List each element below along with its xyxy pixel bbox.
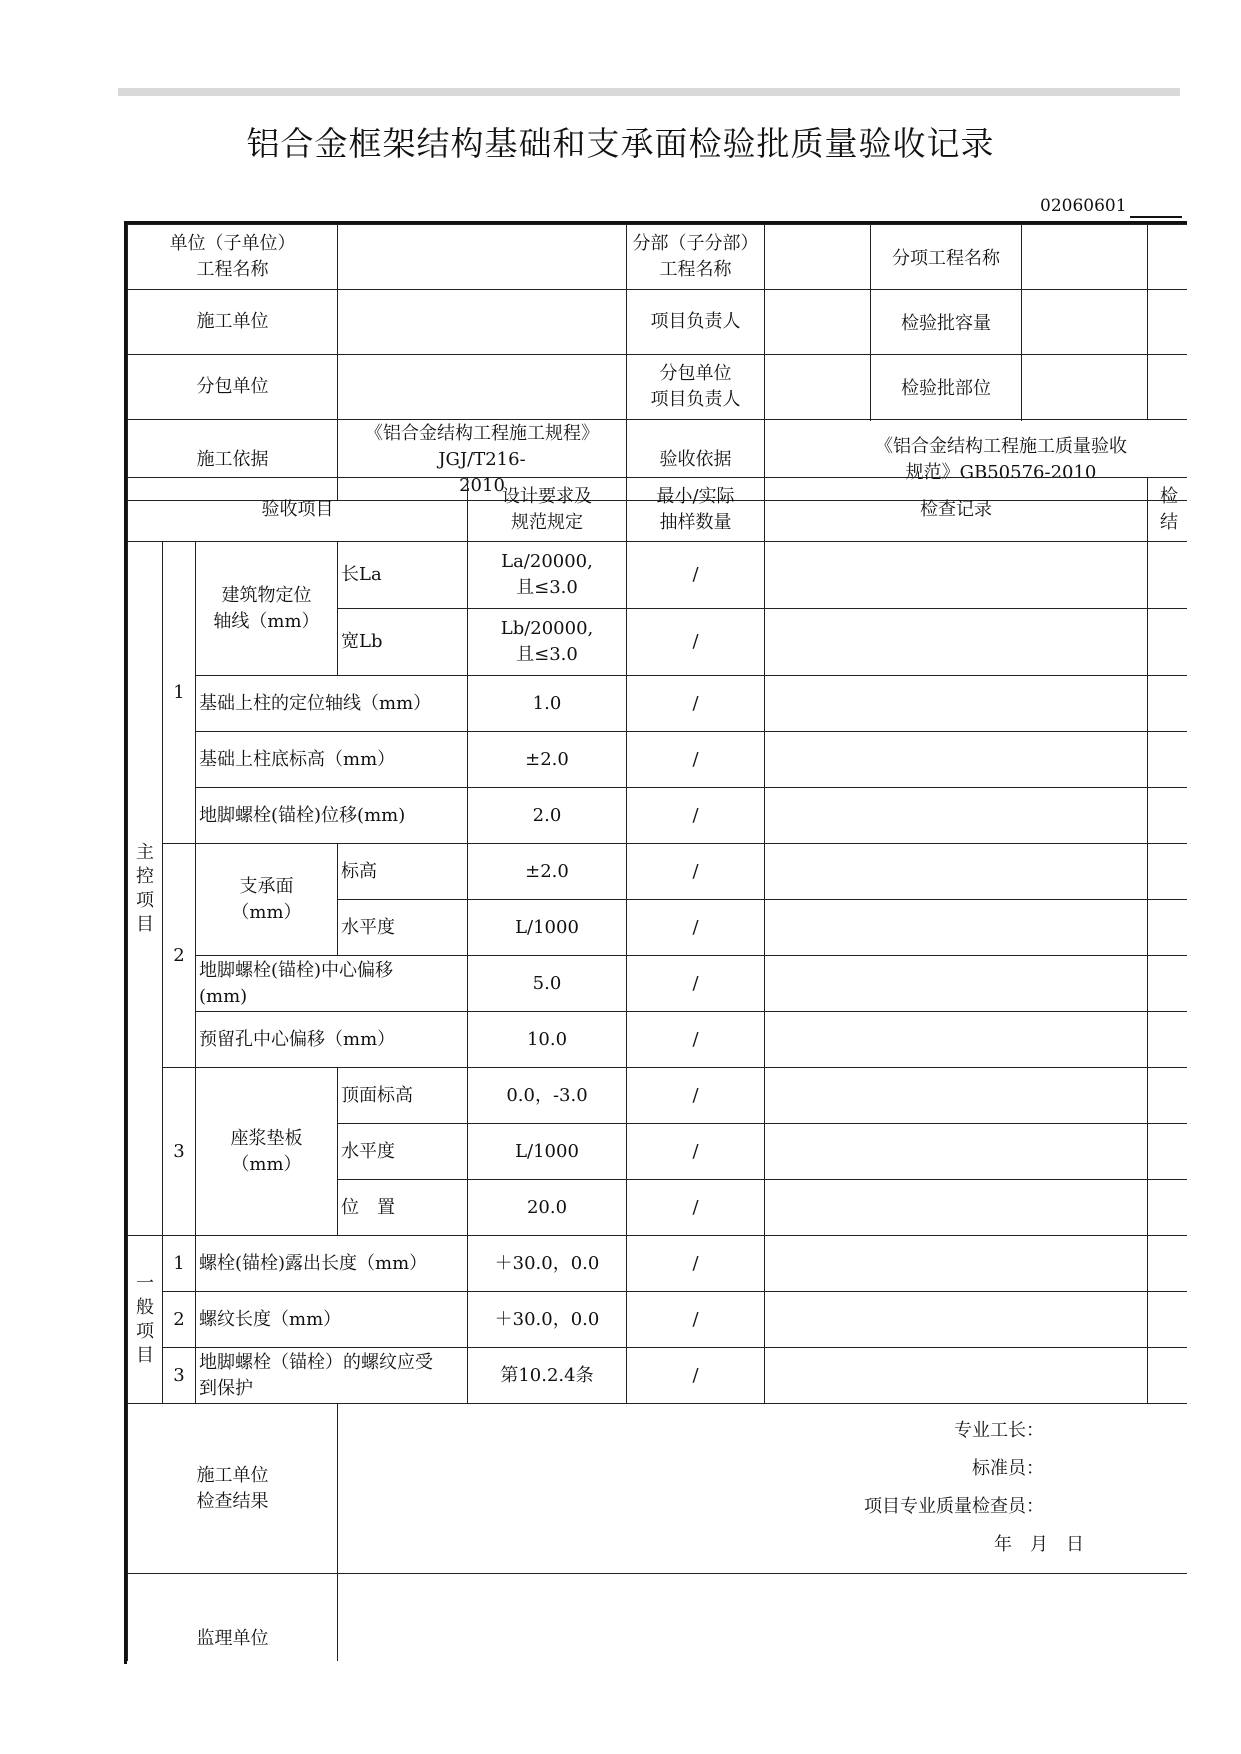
pad-levelness-record[interactable]	[765, 1124, 1148, 1180]
standard-label: 标准员：	[972, 1458, 1044, 1479]
elevation-sub-label: 标高	[338, 844, 468, 900]
top-elevation-sub-label: 顶面标高	[338, 1068, 468, 1124]
top-elevation-result[interactable]	[1148, 1068, 1188, 1124]
inspection-table	[127, 224, 1187, 501]
thread-length-result[interactable]	[1148, 1292, 1188, 1348]
column-base-elevation-record[interactable]	[765, 732, 1148, 788]
hole-center-offset-record[interactable]	[765, 1012, 1148, 1068]
header-divider-line	[1021, 224, 1022, 421]
sub-item-label-cell	[1148, 225, 1187, 290]
form-code-underline	[1130, 216, 1182, 218]
construction-unit-label: 施工单位	[128, 290, 338, 355]
hole-center-offset-result[interactable]	[1148, 1012, 1188, 1068]
width-sub-label: 宽Lb	[338, 609, 468, 676]
thread-length-design: ＋30.0，0.0	[468, 1292, 627, 1348]
length-sample[interactable]: /	[627, 542, 765, 609]
pad-levelness-design: L/1000	[468, 1124, 627, 1180]
bolt-exposed-length-record[interactable]	[765, 1236, 1148, 1292]
bolt-displacement-design: 2.0	[468, 788, 627, 844]
acceptance-basis-value: 《铝合金结构工程施工质量验收 规范》GB50576-2010	[765, 420, 1187, 501]
subcontractor-value[interactable]	[338, 355, 627, 420]
sub-item-label: 分项工程名称	[872, 226, 1020, 288]
grout-pad-label: 座浆垫板 （mm）	[196, 1068, 338, 1236]
header-divider-line	[870, 224, 871, 421]
thread-protection-record[interactable]	[765, 1348, 1148, 1404]
column-base-elevation-design: ±2.0	[468, 732, 627, 788]
pad-levelness-sub-label: 水平度	[338, 1124, 468, 1180]
thread-length-label: 螺纹长度（mm）	[196, 1292, 468, 1348]
bolt-displacement-sample[interactable]: /	[627, 788, 765, 844]
col-result-header: 检 结	[1148, 478, 1188, 542]
bearing-surface-label: 支承面 （mm）	[196, 844, 338, 956]
bolt-exposed-length-result[interactable]	[1148, 1236, 1188, 1292]
thread-protection-sample[interactable]: /	[627, 1348, 765, 1404]
width-result[interactable]	[1148, 609, 1188, 676]
length-sub-label: 长La	[338, 542, 468, 609]
pad-position-result[interactable]	[1148, 1180, 1188, 1236]
hole-center-offset-sample[interactable]: /	[627, 1012, 765, 1068]
bolt-exposed-length-design: ＋30.0，0.0	[468, 1236, 627, 1292]
column-base-elevation-result[interactable]	[1148, 732, 1188, 788]
acceptance-basis-label: 验收依据	[627, 420, 765, 501]
column-axis-record[interactable]	[765, 676, 1148, 732]
column-axis-sample[interactable]: /	[627, 676, 765, 732]
main-group-2-num: 2	[163, 844, 196, 1068]
foreman-label: 专业工长：	[954, 1420, 1044, 1441]
construction-basis-value: 《铝合金结构工程施工规程》JGJ/T216- 2010	[338, 420, 627, 501]
supervision-label: 监理单位	[128, 1574, 338, 1662]
elevation-sample[interactable]: /	[627, 844, 765, 900]
bolt-center-offset-result[interactable]	[1148, 956, 1188, 1012]
bolt-center-offset-design: 5.0	[468, 956, 627, 1012]
general-label: 一 般 项 目	[128, 1236, 163, 1404]
width-record[interactable]	[765, 609, 1148, 676]
hole-center-offset-design: 10.0	[468, 1012, 627, 1068]
top-elevation-sample[interactable]: /	[627, 1068, 765, 1124]
items-form	[124, 477, 1187, 1661]
length-result[interactable]	[1148, 542, 1188, 609]
bolt-exposed-length-label: 螺栓(锚栓)露出长度（mm）	[196, 1236, 468, 1292]
levelness-design: L/1000	[468, 900, 627, 956]
batch-location-label-cell	[1148, 355, 1187, 420]
construction-check-label: 施工单位 检查结果	[128, 1404, 338, 1574]
batch-capacity-label-cell	[1148, 290, 1187, 355]
general-1-num: 1	[163, 1236, 196, 1292]
thread-protection-label: 地脚螺栓（锚栓）的螺纹应受 到保护	[196, 1348, 468, 1404]
unit-project-label: 单位（子单位） 工程名称	[128, 225, 338, 290]
sub-division-label: 分部（子分部） 工程名称	[627, 225, 765, 290]
top-elevation-record[interactable]	[765, 1068, 1148, 1124]
bolt-center-offset-sample[interactable]: /	[627, 956, 765, 1012]
column-axis-label: 基础上柱的定位轴线（mm）	[196, 676, 468, 732]
construction-unit-value[interactable]	[338, 290, 627, 355]
supervision-area[interactable]	[338, 1574, 1188, 1662]
batch-location-label: 检验批部位	[872, 357, 1020, 417]
elevation-record[interactable]	[765, 844, 1148, 900]
date-label: 年 月 日	[994, 1534, 1084, 1555]
pad-levelness-result[interactable]	[1148, 1124, 1188, 1180]
pad-levelness-sample[interactable]: /	[627, 1124, 765, 1180]
col-record-header: 检查记录	[765, 478, 1148, 542]
column-base-elevation-sample[interactable]: /	[627, 732, 765, 788]
thread-length-sample[interactable]: /	[627, 1292, 765, 1348]
width-design: Lb/20000, 且≤3.0	[468, 609, 627, 676]
top-divider	[118, 88, 1180, 96]
hole-center-offset-label: 预留孔中心偏移（mm）	[196, 1012, 468, 1068]
top-elevation-design: 0.0，-3.0	[468, 1068, 627, 1124]
bolt-displacement-result[interactable]	[1148, 788, 1188, 844]
project-manager-label: 项目负责人	[627, 290, 765, 355]
main-group-3-num: 3	[163, 1068, 196, 1236]
levelness-sample[interactable]: /	[627, 900, 765, 956]
pad-position-sample[interactable]: /	[627, 1180, 765, 1236]
length-design: La/20000, 且≤3.0	[468, 542, 627, 609]
pad-position-design: 20.0	[468, 1180, 627, 1236]
bolt-center-offset-label: 地脚螺栓(锚栓)中心偏移 (mm)	[196, 956, 468, 1012]
col-item-header: 验收项目	[128, 478, 468, 542]
subcontractor-label: 分包单位	[128, 355, 338, 420]
bolt-center-offset-record[interactable]	[765, 956, 1148, 1012]
form-code: 02060601	[1040, 196, 1127, 216]
length-record[interactable]	[765, 542, 1148, 609]
levelness-record[interactable]	[765, 900, 1148, 956]
axis-label: 建筑物定位 轴线（mm）	[196, 542, 338, 676]
pad-position-record[interactable]	[765, 1180, 1148, 1236]
column-base-elevation-label: 基础上柱底标高（mm）	[196, 732, 468, 788]
column-axis-design: 1.0	[468, 676, 627, 732]
column-axis-result[interactable]	[1148, 676, 1188, 732]
page-title: 铝合金框架结构基础和支承面检验批质量验收记录	[246, 124, 995, 163]
thread-protection-result[interactable]	[1148, 1348, 1188, 1404]
col-sample-header: 最小/实际 抽样数量	[627, 478, 765, 542]
items-table	[127, 477, 1187, 1661]
unit-project-value[interactable]	[338, 225, 627, 290]
construction-check-area	[338, 1404, 1188, 1574]
elevation-result[interactable]	[1148, 844, 1188, 900]
thread-length-record[interactable]	[765, 1292, 1148, 1348]
width-sample[interactable]: /	[627, 609, 765, 676]
elevation-design: ±2.0	[468, 844, 627, 900]
batch-capacity-label: 检验批容量	[872, 292, 1020, 352]
construction-basis-label: 施工依据	[128, 420, 338, 501]
thread-protection-design: 第10.2.4条	[468, 1348, 627, 1404]
main-control-label: 主 控 项 目	[128, 542, 163, 1236]
pad-position-sub-label: 位 置	[338, 1180, 468, 1236]
main-group-1-num: 1	[163, 542, 196, 844]
col-design-header: 设计要求及 规范规定	[468, 478, 627, 542]
general-2-num: 2	[163, 1292, 196, 1348]
levelness-result[interactable]	[1148, 900, 1188, 956]
general-3-num: 3	[163, 1348, 196, 1404]
levelness-sub-label: 水平度	[338, 900, 468, 956]
inspector-label: 项目专业质量检查员：	[864, 1496, 1044, 1517]
bolt-exposed-length-sample[interactable]: /	[627, 1236, 765, 1292]
bolt-displacement-record[interactable]	[765, 788, 1148, 844]
sub-manager-label: 分包单位 项目负责人	[627, 355, 765, 420]
bolt-displacement-label: 地脚螺栓(锚栓)位移(mm)	[196, 788, 468, 844]
